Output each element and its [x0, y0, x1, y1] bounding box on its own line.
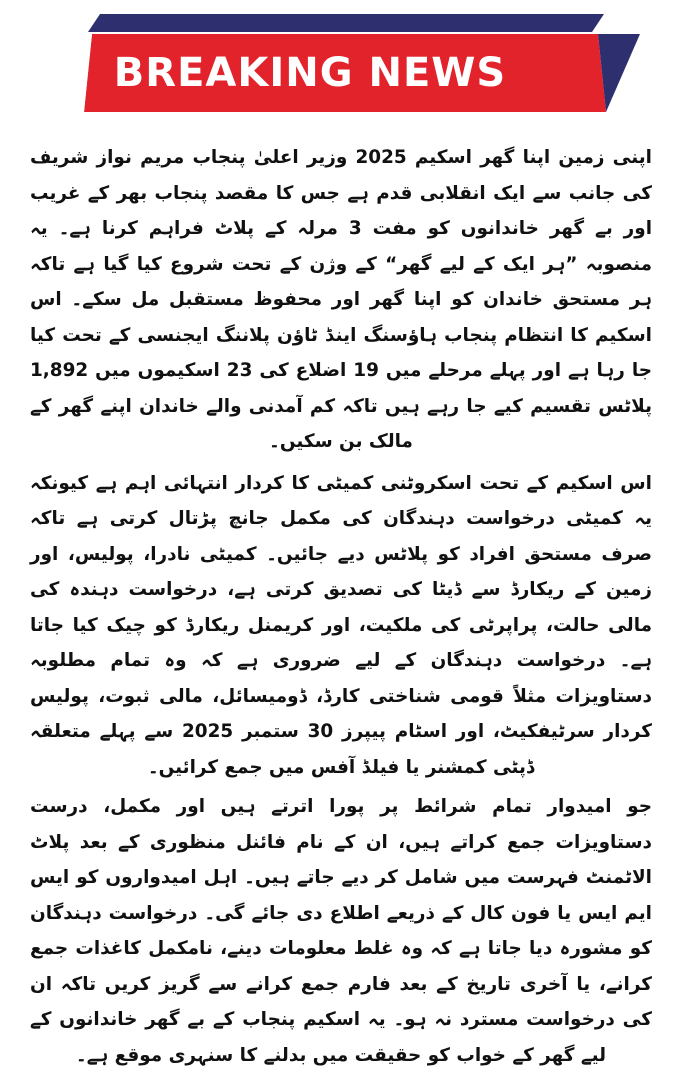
article-paragraph-1: اپنی زمین اپنا گھر اسکیم 2025 وزیر اعلیٰ پنجاب مریم نواز شریف کی جانب سے ایک انقلابی قدم ہے جس کا مقصد پنجاب بھر کے غریب اور بے گھر خاندانوں کو مفت 3 مرلہ کے پلاٹ فراہم کرنا ہے۔ یہ منصوبہ ”ہر ایک کے لیے گھر“ کے وژن کے تحت شروع کیا گیا ہے تاکہ ہر مستحق خاندان کو اپنا گھر اور محفوظ مستقبل مل سکے۔ اس اسکیم کا انتظام پنجاب ہاؤسنگ اینڈ ٹاؤن پلاننگ ایجنسی کے تحت کیا جا رہا ہے اور پہلے مرحلے میں 19 اضلاع کی 23 اسکیموں میں 1,892 پلاٹس تقسیم کیے جا رہے ہیں تاکہ کم آمدنی والے خاندان اپنے گھر کے مالک بن سکیں۔	[30, 147, 652, 452]
breaking-news-banner	[0, 0, 683, 120]
article-paragraph-3: جو امیدوار تمام شرائط پر پورا اترتے ہیں اور مکمل، درست دستاویزات جمع کراتے ہیں، ان کے نام فائنل منظوری کے بعد پلاٹ الاٹمنٹ فہرست میں شامل کر دیے جاتے ہیں۔ اہل امیدواروں کو ایس ایم ایس یا فون کال کے ذریعے اطلاع دی جائے گی۔ درخواست دہندگان کو مشورہ دیا جاتا ہے کہ وہ غلط معلومات دینے، نامکمل کاغذات جمع کرانے، یا آخری تاریخ کے بعد فارم جمع کرانے سے گریز کریں تاکہ ان کی درخواست مسترد نہ ہو۔ یہ اسکیم پنجاب کے بے گھر خاندانوں کے لیے گھر کے خواب کو حقیقت میں بدلنے کا سنہری موقع ہے۔	[30, 796, 652, 1066]
banner-title: BREAKING NEWS	[113, 50, 507, 96]
banner-top-stripe	[88, 14, 604, 32]
article-body	[30, 140, 652, 1066]
article-paragraph-2: اس اسکیم کے تحت اسکروٹنی کمیٹی کا کردار انتہائی اہم ہے کیونکہ یہ کمیٹی درخواست دہندگان کی مکمل جانچ پڑتال کرتی ہے تاکہ صرف مستحق افراد کو پلاٹس دیے جائیں۔ کمیٹی نادرا، پولیس، اور زمین کے ریکارڈ سے ڈیٹا کی تصدیق کرتی ہے، درخواست دہندہ کی مالی حالت، پراپرٹی کی ملکیت، اور کریمنل ریکارڈ کو چیک کیا جاتا ہے۔ درخواست دہندگان کے لیے ضروری ہے کہ وہ تمام مطلوبہ دستاویزات مثلاً قومی شناختی کارڈ، ڈومیسائل، مالی ثبوت، پولیس کردار سرٹیفکیٹ، اور اسٹام پیپرز 30 ستمبر 2025 سے پہلے متعلقہ ڈپٹی کمشنر یا فیلڈ آفس میں جمع کرائیں۔	[30, 472, 652, 778]
